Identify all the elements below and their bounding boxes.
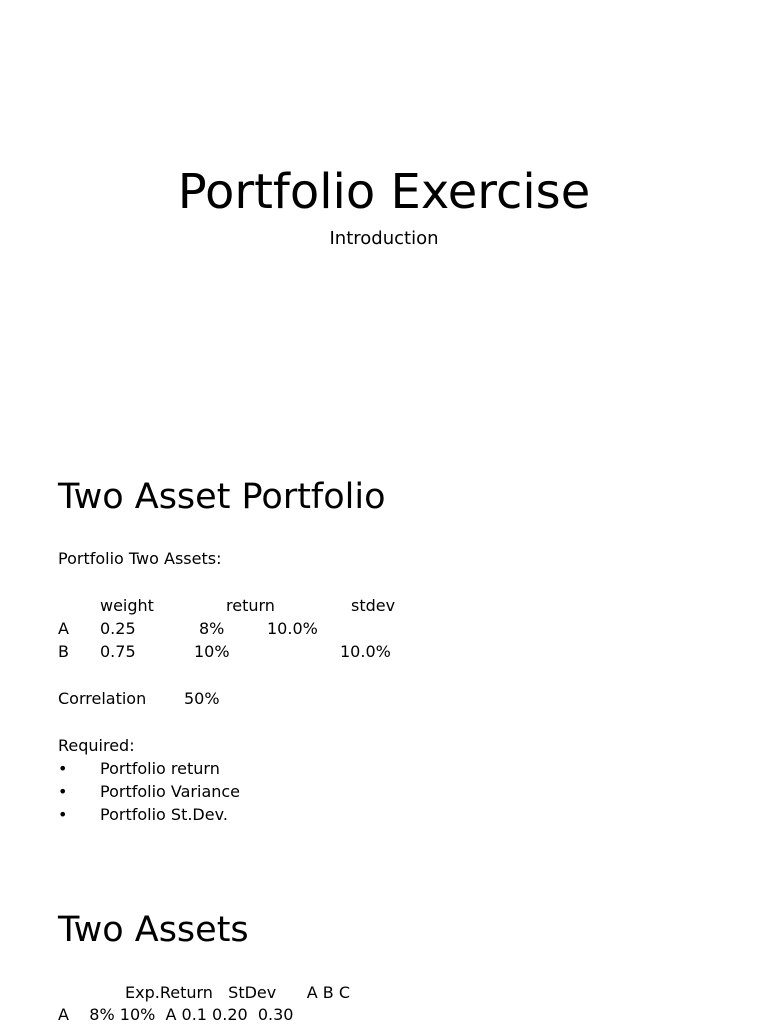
column-header-stdev: stdev	[351, 596, 396, 615]
row-a-return: 8%	[199, 619, 225, 638]
row-a-weight: 0.25	[100, 619, 136, 638]
correlation-value: 50%	[184, 689, 220, 708]
row-a-stdev: 10.0%	[267, 619, 318, 638]
bullet-icon: •	[58, 759, 68, 778]
required-item-portfolio-return: Portfolio return	[100, 759, 220, 778]
row-a-asset: A	[58, 619, 69, 638]
column-header-weight: weight	[100, 596, 154, 615]
row-b-return: 10%	[194, 642, 230, 661]
correlation-label: Correlation	[58, 689, 147, 708]
column-header-return: return	[226, 596, 275, 615]
required-item-portfolio-stdev: Portfolio St.Dev.	[100, 805, 228, 824]
row-b-stdev: 10.0%	[340, 642, 391, 661]
page-title: Portfolio Exercise	[177, 164, 591, 220]
two-assets-row-a: A 8% 10% A 0.1 0.20 0.30	[58, 1005, 294, 1024]
section-heading-two-asset-portfolio: Two Asset Portfolio	[58, 477, 386, 517]
portfolio-intro-text: Portfolio Two Assets:	[58, 549, 222, 568]
row-b-asset: B	[58, 642, 69, 661]
required-label: Required:	[58, 736, 135, 755]
two-assets-header-row: Exp.Return StDev A B C	[125, 983, 351, 1002]
bullet-icon: •	[58, 805, 68, 824]
required-item-portfolio-variance: Portfolio Variance	[100, 782, 241, 801]
row-b-weight: 0.75	[100, 642, 136, 661]
page-subtitle: Introduction	[329, 228, 439, 249]
bullet-icon: •	[58, 782, 68, 801]
section-heading-two-assets: Two Assets	[58, 910, 249, 950]
